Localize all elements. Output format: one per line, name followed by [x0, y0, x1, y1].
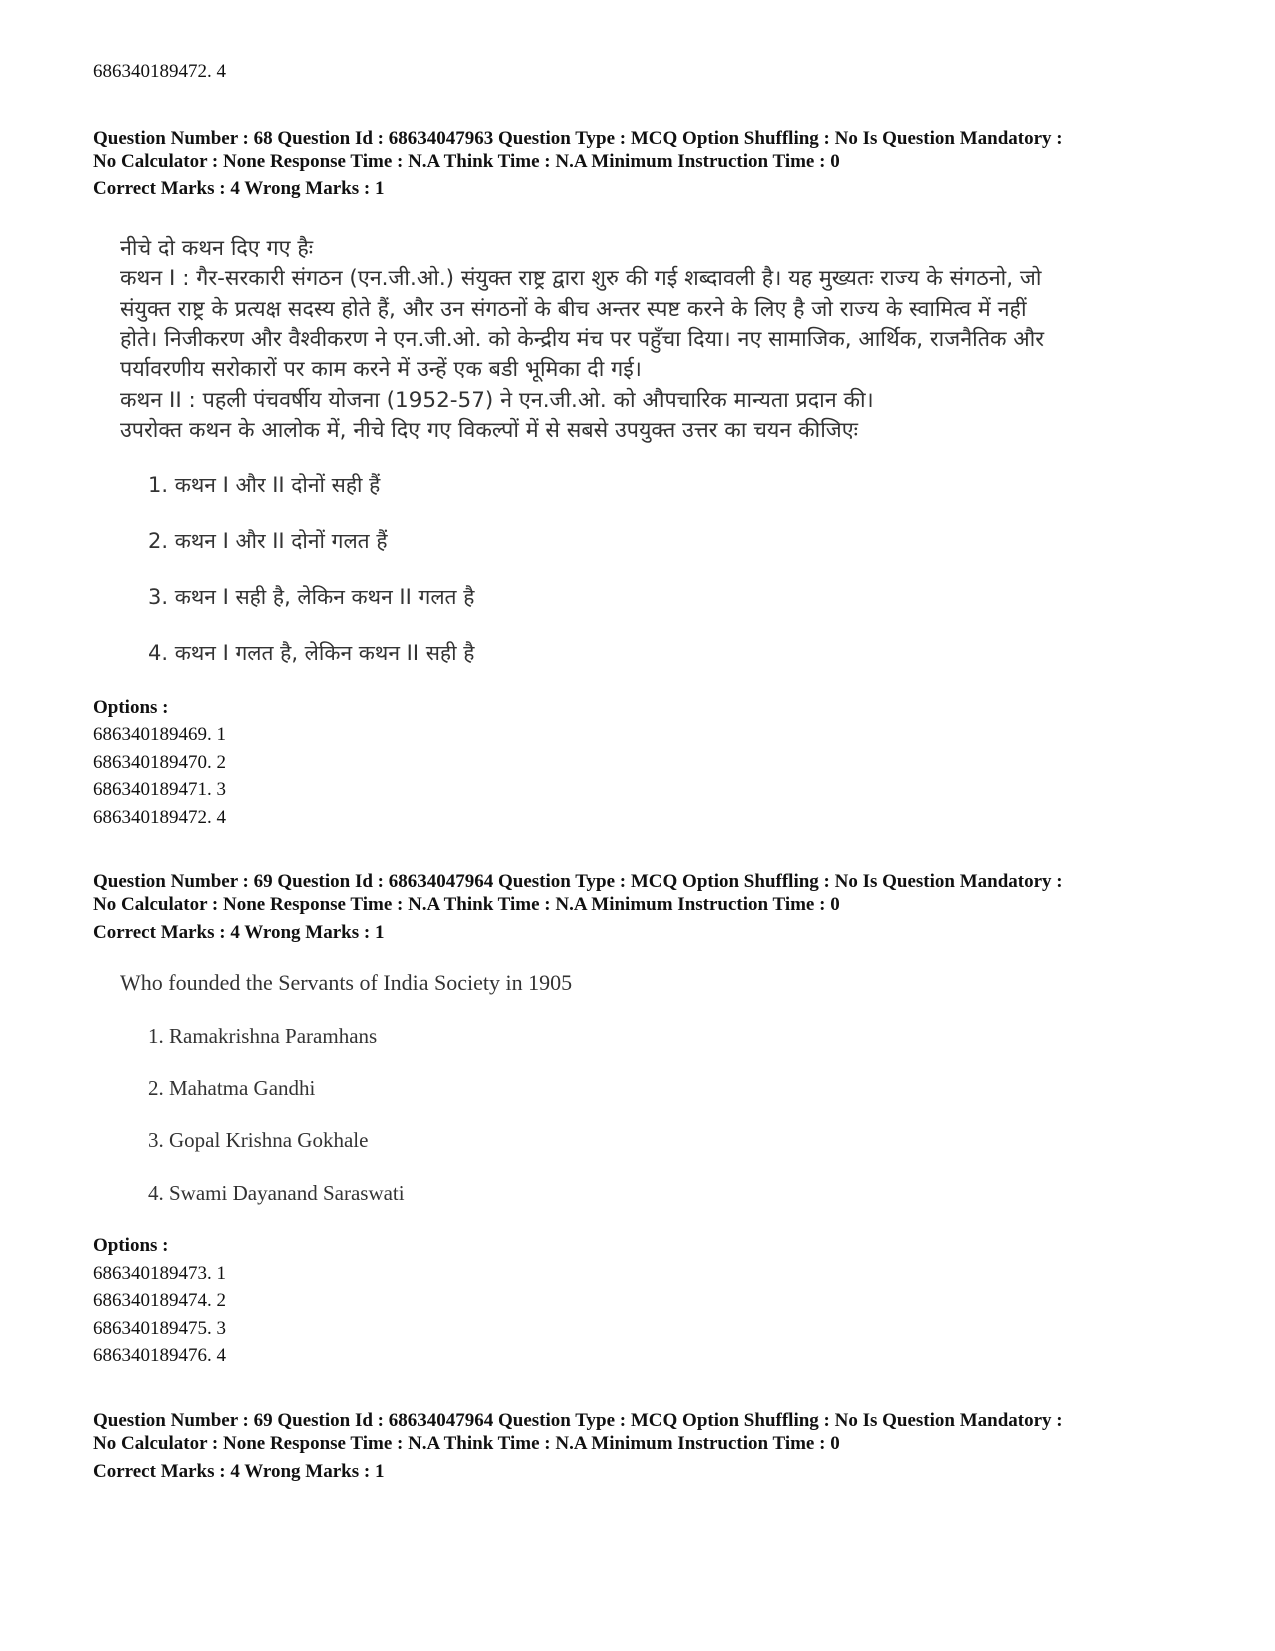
q68-meta-line-2: No Calculator : None Response Time : N.A Think Time : N.A Minimum Instruction Time : 0: [93, 151, 840, 172]
q69-meta-line-2: No Calculator : None Response Time : N.A Think Time : N.A Minimum Instruction Time : 0: [93, 894, 840, 915]
q68-choice: 1. कथन I और II दोनों सही हैं: [148, 473, 381, 497]
q69-choice: 4. Swami Dayanand Saraswati: [148, 1181, 405, 1205]
q68-option-item: 686340189471. 3: [93, 779, 226, 800]
q68-body-line: उपरोक्त कथन के आलोक में, नीचे दिए गए विकल्पों में से सबसे उपयुक्त उत्तर का चयन कीजिएः: [120, 418, 858, 443]
q69-options-label: Options :: [93, 1235, 169, 1256]
q69b-marks: Correct Marks : 4 Wrong Marks : 1: [93, 1461, 385, 1482]
q68-option-item: 686340189470. 2: [93, 752, 226, 773]
q69b-meta-line-2: No Calculator : None Response Time : N.A Think Time : N.A Minimum Instruction Time : 0: [93, 1433, 840, 1454]
q68-choice: 4. कथन I गलत है, लेकिन कथन II सही है: [148, 641, 475, 665]
q69-option-item: 686340189476. 4: [93, 1345, 226, 1366]
q69-option-item: 686340189475. 3: [93, 1318, 226, 1339]
q69-choice: 3. Gopal Krishna Gokhale: [148, 1128, 369, 1152]
q68-options-label: Options :: [93, 697, 169, 718]
q68-marks: Correct Marks : 4 Wrong Marks : 1: [93, 178, 385, 199]
q68-option-item: 686340189472. 4: [93, 807, 226, 828]
q69-choice: 2. Mahatma Gandhi: [148, 1076, 316, 1100]
q69b-meta-line-1: Question Number : 69 Question Id : 68634047964 Question Type : MCQ Option Shuffling : No Is Question Mandatory :: [93, 1410, 1063, 1431]
q69-choice: 1. Ramakrishna Paramhans: [148, 1024, 378, 1048]
q69-meta-line-1: Question Number : 69 Question Id : 68634047964 Question Type : MCQ Option Shuffling : No Is Question Mandatory :: [93, 871, 1063, 892]
q68-body-line: होते। निजीकरण और वैश्वीकरण ने एन.जी.ओ. को केन्द्रीय मंच पर पहुँचा दिया। नए सामाजिक, आर्थिक, राजनैतिक और: [120, 327, 1045, 352]
q68-meta-line-1: Question Number : 68 Question Id : 68634047963 Question Type : MCQ Option Shuffling : No Is Question Mandatory :: [93, 128, 1063, 149]
previous-option-line: 686340189472. 4: [93, 61, 226, 82]
q68-body-line: संयुक्त राष्ट्र के प्रत्यक्ष सदस्य होते हैं, और उन संगठनों के बीच अन्तर स्पष्ट करने के लिए है जो राज्य के स्वामित्व में नहीं: [120, 297, 1027, 322]
q68-body-line: कथन I : गैर-सरकारी संगठन (एन.जी.ओ.) संयुक्त राष्ट्र द्वारा शुरु की गई शब्दावली है। यह मुख्यतः राज्य के संगठनो, जो: [120, 266, 1042, 291]
q69-question-text: Who founded the Servants of India Society in 1905: [120, 970, 573, 995]
q68-body-line: नीचे दो कथन दिए गए हैः: [120, 236, 314, 261]
q69-marks: Correct Marks : 4 Wrong Marks : 1: [93, 922, 385, 943]
q68-choice: 2. कथन I और II दोनों गलत हैं: [148, 529, 388, 553]
q68-option-item: 686340189469. 1: [93, 724, 226, 745]
q68-choice: 3. कथन I सही है, लेकिन कथन II गलत है: [148, 585, 475, 609]
q69-option-item: 686340189473. 1: [93, 1263, 226, 1284]
q68-body-line: कथन II : पहली पंचवर्षीय योजना (1952-57) ने एन.जी.ओ. को औपचारिक मान्यता प्रदान की।: [120, 388, 874, 413]
q68-body-line: पर्यावरणीय सरोकारों पर काम करने में उन्हें एक बडी भूमिका दी गई।: [120, 357, 642, 382]
q69-option-item: 686340189474. 2: [93, 1290, 226, 1311]
